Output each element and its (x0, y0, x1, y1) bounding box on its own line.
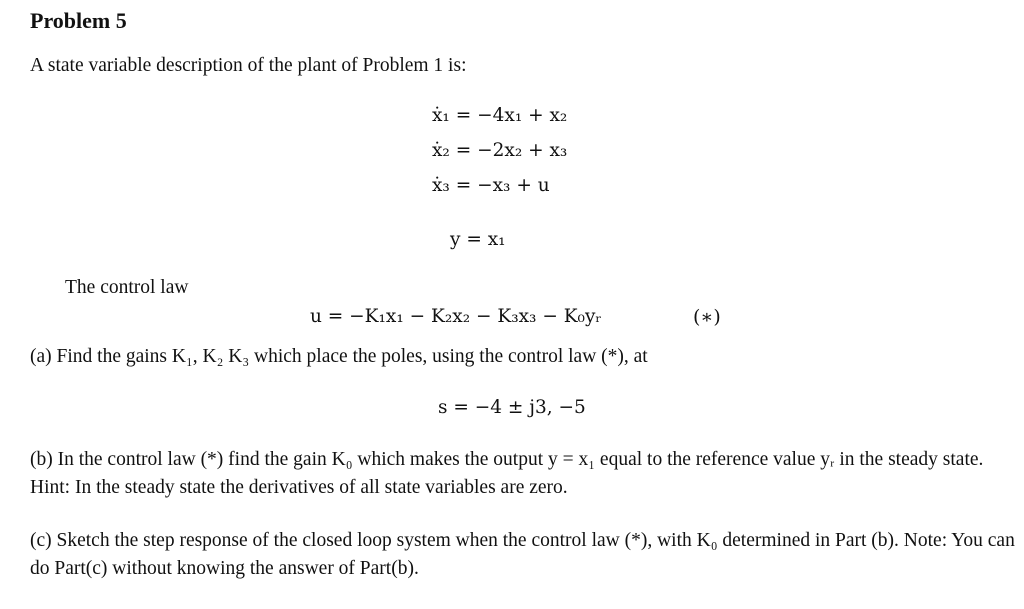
output-equation: y = x₁ (450, 229, 506, 250)
control-law-label: The control law (65, 277, 189, 298)
part-a-text: (a) Find the gains K₁, K₂ K₃ which place the poles, using the control law (*), at (30, 346, 648, 367)
control-law-tag: (∗) (693, 306, 721, 328)
control-law-equation: u = −K₁x₁ − K₂x₂ − K₃x₃ − K₀yᵣ (310, 306, 602, 327)
problem-title: Problem 5 (30, 8, 127, 33)
state-equation-3: ẋ₃ = −x₃ + u (432, 175, 550, 196)
poles-equation: s = −4 ± j3, −5 (438, 397, 586, 418)
part-b-text: (b) In the control law (*) find the gain K₀ which makes the output y = x₁ equal to the reference value yᵣ in the steady state. Hint: In the steady state the derivatives of all state variables are zero. (30, 449, 984, 498)
state-equation-2: ẋ₂ = −2x₂ + x₃ (432, 140, 568, 161)
state-equation-1: ẋ₁ = −4x₁ + x₂ (432, 105, 568, 126)
intro-text: A state variable description of the plant of Problem 1 is: (30, 55, 467, 76)
part-c-text: (c) Sketch the step response of the closed loop system when the control law (*), with K₀ determined in Part (b). Note: You can do Part(c) without knowing the answer of Part(b). (30, 530, 1015, 579)
